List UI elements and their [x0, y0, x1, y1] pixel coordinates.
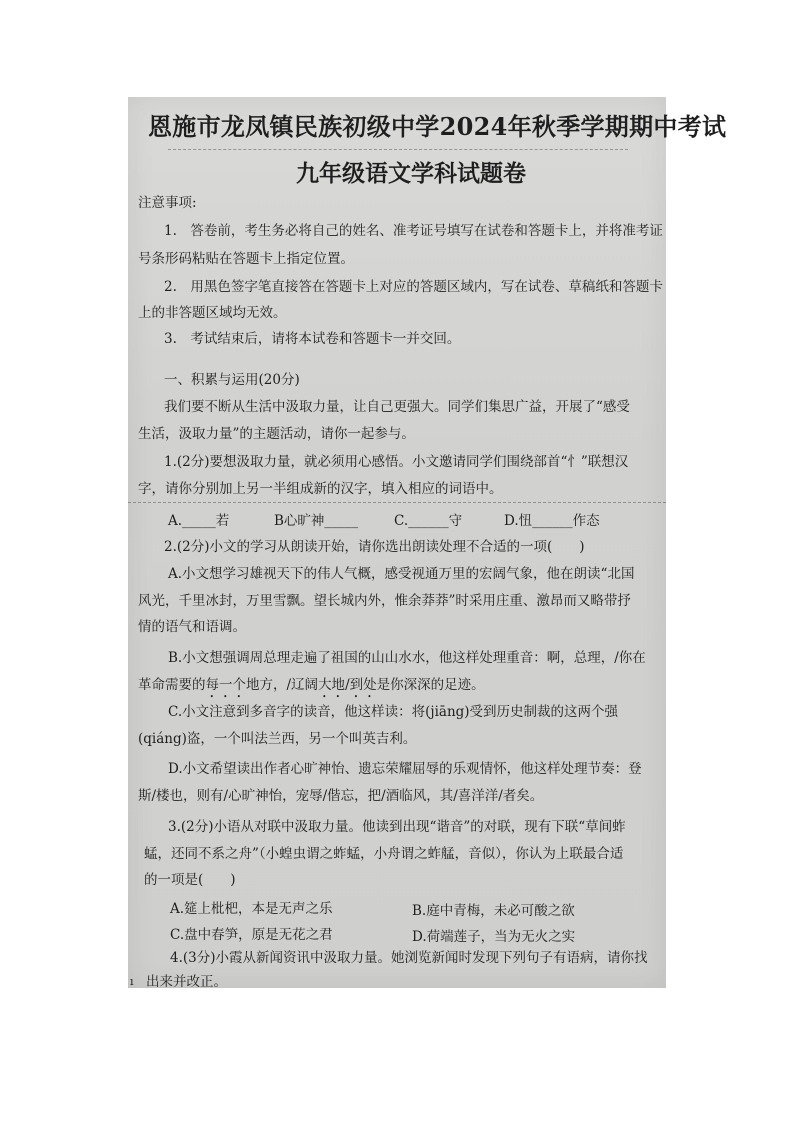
exam-title: 恩施市龙凤镇民族初级中学2024年秋季学期期中考试 — [148, 112, 727, 141]
q2-option-d-line-1: D.小文希望读出作者心旷神怡、遗忘荣耀屈辱的乐观情怀，他这样处理节奏：登 — [168, 761, 642, 777]
section-1-intro-line-1: 我们要不断从生活中汲取力量，让自己更强大。同学们集思广益，开展了“感受 — [164, 399, 630, 415]
notice-item-1-line-2: 号条形码粘贴在答题卡上指定位置。 — [138, 251, 354, 267]
q3-option-c: C.盘中春笋，原是无花之君 — [170, 927, 333, 943]
notice-item-2-line-1: 2. 用黑色签字笔直接答在答题卡上对应的答题区域内，写在试卷、草稿纸和答题卡 — [164, 279, 663, 295]
exam-paper-photo — [128, 97, 727, 990]
q2-option-c-line-2: (qiáng)盗，一个叫法兰西，另一个叫英吉利。 — [138, 731, 417, 747]
q3-option-a: A.筵上枇杷，本是无声之乐 — [170, 901, 333, 917]
q3-stem-line-3: 的一项是( ) — [144, 872, 236, 888]
exam-subtitle: 九年级语文学科试题卷 — [296, 160, 526, 187]
title-divider — [168, 149, 628, 150]
q1-stem-line-1: 1.(2分)要想汲取力量，就必须用心感悟。小文邀请同学们围绕部首“忄”联想汉 — [164, 454, 629, 470]
q2-option-a-line-3: 情的语气和语调。 — [138, 619, 246, 635]
page-edge-mark: ı — [130, 975, 134, 988]
section-1-heading: 一、积累与运用(20分) — [164, 372, 300, 388]
q3-stem-line-1: 3.(2分)小语从对联中汲取力量。他读到出现“谐音”的对联，现有下联“草间蚱 — [168, 819, 626, 835]
q1-option-d: D.忸______作态 — [504, 513, 600, 529]
q2-option-c-line-1: C.小文注意到多音字的读音，他这样读：将(jiāng)受到历史制裁的这两个强 — [168, 704, 619, 720]
q2-option-a-line-2: 风光，千里冰封，万里雪飘。望长城内外，惟余莽莽”时采用庄重、激昂而又略带抒 — [138, 593, 631, 609]
notice-item-3: 3. 考试结束后，请将本试卷和答题卡一并交回。 — [164, 331, 461, 347]
fold-line — [128, 502, 666, 503]
notice-item-1-line-1: 1. 答卷前，考生务必将自己的姓名、准考证号填写在试卷和答题卡上，并将准考证 — [164, 223, 663, 239]
q2-option-b-line-2: 革命需要的每一个地方，/辽阔大地/到处是你深深的足迹。 — [138, 677, 485, 693]
q3-option-b: B.庭中青梅，未必可酸之欲 — [412, 903, 575, 919]
q2-option-b-line-1: B.小文想强调周总理走遍了祖国的山山水水，他这样处理重音：啊，总理，/你在 — [168, 650, 646, 666]
q4-stem-line-1: 4.(3分)小霞从新闻资讯中汲取力量。她浏览新闻时发现下列句子有语病，请你找 — [170, 950, 648, 966]
q2-option-d-line-2: 斯/楼也，则有/心旷神怡，宠辱/偕忘，把/酒临风，其/喜洋洋/者矣。 — [138, 788, 544, 804]
q4-stem-line-2: 出来并改正。 — [146, 974, 227, 990]
q3-option-d: D.荷端莲子，当为无火之实 — [412, 929, 576, 945]
notice-item-2-line-2: 上的非答题区域均无效。 — [138, 305, 287, 321]
section-1-intro-line-2: 生活，汲取力量”的主题活动，请你一起参与。 — [138, 426, 415, 442]
q1-option-b: B心旷神_____ — [274, 513, 359, 529]
q2-option-a-line-1: A.小文想学习雄视天下的伟人气概，感受视通万里的宏阔气象，他在朗读“北国 — [168, 566, 635, 582]
q1-option-c: C.______守 — [394, 513, 463, 529]
q2-stem: 2.(2分)小文的学习从朗读开始，请你选出朗读处理不合适的一项( ) — [164, 539, 585, 555]
q1-option-a: A._____若 — [168, 513, 230, 529]
q1-stem-line-2: 字，请你分别加上另一半组成新的汉字，填入相应的词语中。 — [138, 481, 503, 497]
q3-stem-line-2: 蜢，还同不系之舟”（小蝗虫谓之蚱蜢，小舟谓之蚱艋，音似），你认为上联最合适 — [144, 846, 624, 862]
notice-heading: 注意事项: — [138, 195, 197, 211]
